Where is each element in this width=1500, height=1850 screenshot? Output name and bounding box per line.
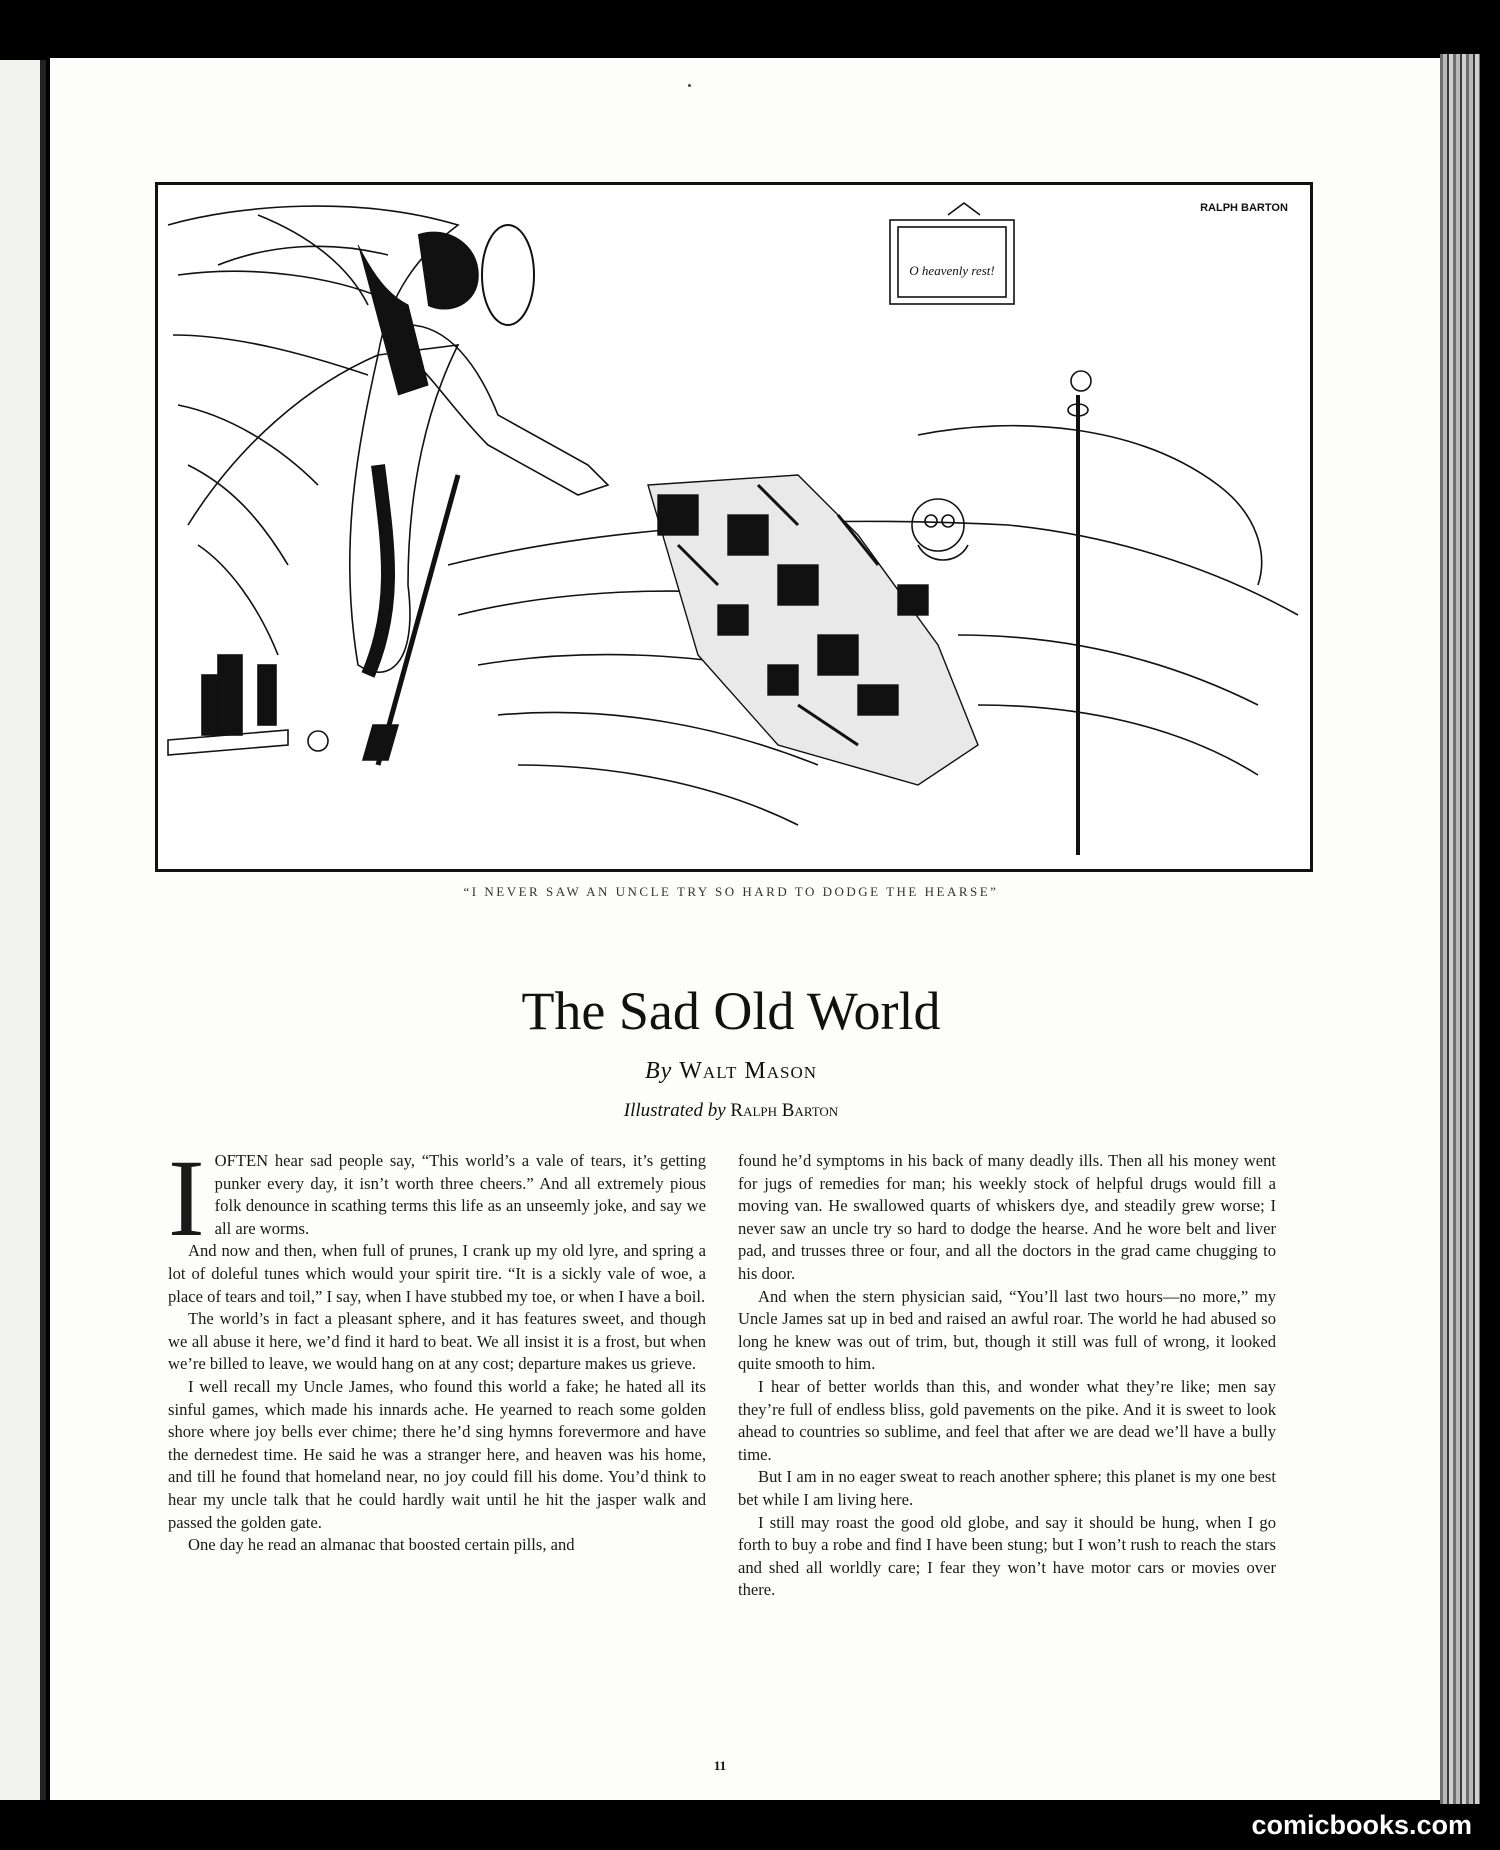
paragraph: But I am in no eager sweat to reach another sphere; this planet is my one best bet while I am living here. [738,1467,1276,1509]
angel-figure [350,225,608,765]
paragraph: And now and then, when full of prunes, I crank up my old lyre, and spring a lot of doleful tunes which would your spirit tire. “It is a sickly vale of woe, a place of tears and toil,” I say, when I have stubbed my toe, or when I have a boil. [168,1241,706,1306]
text-column-right [738,1150,1276,1602]
article-title: The Sad Old World [521,981,941,1041]
illustrated-prefix: Illustrated by [623,1100,726,1121]
illustration-caption: “I NEVER SAW AN UNCLE TRY SO HARD TO DODGE THE HEARSE” [463,884,999,899]
drop-cap: I [168,1137,205,1259]
cartoon-illustration [155,182,1313,872]
left-page-edge [0,60,46,1800]
byline-prefix: By [644,1058,673,1084]
illustrator-credit [155,1100,1307,1122]
paragraph: I still may roast the good old globe, and say it should be hung, when I go forth to buy a robe and find I have been stung; but I won’t rush to reach the stars and shed all worldly care; I fear they won’t have motor cars or movies over there. [738,1512,1276,1600]
watermark: comicbooks.com [1251,1810,1472,1840]
bedpost [1068,371,1091,855]
print-speck [688,84,691,87]
page-number: 11 [713,1758,727,1773]
sign-text: O heavenly rest! [909,263,995,278]
paragraph: found he’d symptoms in his back of many deadly ills. Then all his money went for jugs of remedies for man; his weekly stock of helpful drugs would fill a moving van. He swallowed quarts of whiskers dye, and steadily grew worse; I never saw an uncle try so hard to dodge the hearse. And he wore belt and liver pad, and trusses three or four, and all the doctors in the grad came chugging to his door. [738,1151,1276,1283]
text-column-left [168,1137,706,1557]
byline [155,1058,1307,1085]
angel-wing [168,206,458,655]
uncle-in-bed [912,499,968,560]
paragraph: One day he read an almanac that boosted certain pills, and [188,1535,575,1555]
paragraph: I well recall my Uncle James, who found this world a fake; he hated all its sinful games, which made his innards ache. He yearned to reach some golden shore where joy bells ever chime; there he’d sing hymns forevermore and have the dernedest time. He said he was a stranger here, and heaven was his home, and till he found that homeland near, no joy could fill his dome. You’d think to hear my uncle talk that he could hardly wait until he hit the jasper walk and passed the golden gate. [168,1376,706,1532]
author-name: Walt Mason [679,1058,818,1084]
paragraph: The world’s in fact a pleasant sphere, and it has features sweet, and though we all abuse it here, we’d find it hard to beat. We all insist it is a frost, but when we’re billed to leave, we would hang on at any cost; departure makes us grieve. [168,1309,706,1374]
wall-sign [890,203,1014,304]
paragraph: IOFTEN hear sad people say, “This world’s a vale of tears, it’s getting punker every day, it isn’t worth three cheers.” And all extremely pious folk denounce in scathing terms this life as an unseemly joke, and say we all are worms. [168,1137,706,1259]
book-spine-edge [1440,54,1480,1804]
medicine-bottles [168,655,328,755]
paragraph: I hear of better worlds than this, and wonder what they’re like; men say they’re full of endless bliss, gold pavements on the pike. And it is sweet to look ahead to countries so sublime, and feel that after we are dead we’ll have a bully time. [738,1376,1276,1464]
artist-signature: RALPH BARTON [1200,202,1288,214]
illustrator-name: Ralph Barton [730,1100,839,1121]
paragraph: And when the stern physician said, “You’ll last two hours—no more,” my Uncle James sat up in bed and raised an awful roar. The world he had abused so long he knew was out of trim, but, though it still was full of wrong, it looked quite smooth to him. [738,1286,1276,1374]
